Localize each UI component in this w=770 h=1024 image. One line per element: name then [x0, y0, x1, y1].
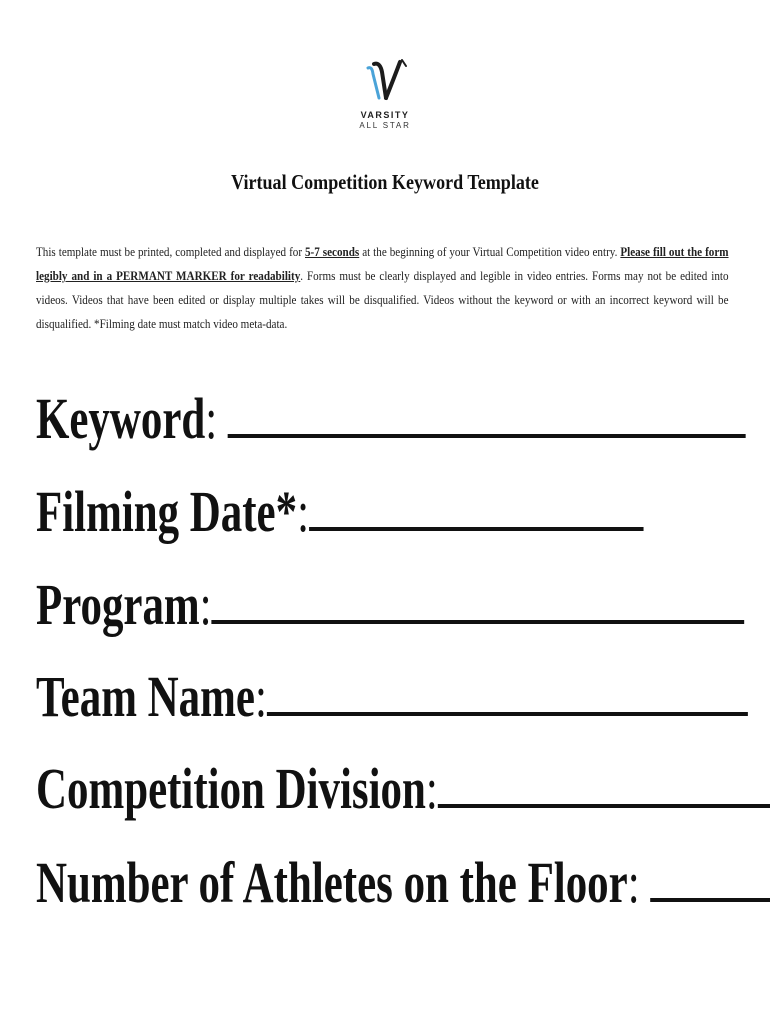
athletes-on-floor-label: Number of Athletes on the Floor	[36, 850, 628, 915]
filming-date-label: Filming Date*	[36, 479, 298, 544]
instructions-text-2: at the beginning of your Virtual Competition video entry.	[359, 244, 621, 259]
program-label: Program	[36, 572, 200, 637]
program-field: Program:	[36, 574, 744, 636]
filming-date-field: Filming Date*:	[36, 481, 643, 543]
instructions-paragraph	[36, 240, 729, 336]
filming-date-blank-line	[309, 483, 643, 531]
keyword-field: Keyword:	[36, 388, 746, 450]
athletes-on-floor-blank-line	[650, 854, 770, 902]
logo-wordmark: VARSITY	[360, 110, 410, 120]
keyword-blank-line	[228, 390, 746, 438]
keyword-label: Keyword	[36, 386, 206, 451]
competition-division-blank-line	[438, 760, 770, 808]
program-blank-line	[212, 576, 745, 624]
instructions-text-3: . Forms must be clearly displayed and legible in video entries. Forms may not be edited into videos. Videos that have been edited or display multiple takes will be disqualified. Videos without the keyword or with an incorrect keyword will be disqualified. *Filming date must match video meta-data.	[36, 268, 729, 331]
page-title: Virtual Competition Keyword Template	[231, 170, 539, 194]
athletes-on-floor-field: Number of Athletes on the Floor:	[36, 852, 770, 914]
competition-division-field: Competition Division:	[36, 758, 770, 820]
logo-subtitle: ALL STAR	[359, 121, 411, 130]
team-name-field: Team Name:	[36, 666, 748, 728]
varsity-v-logo-icon	[360, 58, 410, 104]
instructions-marker-note: Please fill out the form legibly and in a PERMANT MARKER for readability	[36, 244, 729, 283]
varsity-all-star-logo	[355, 58, 415, 131]
team-name-blank-line	[267, 668, 748, 716]
competition-division-label: Competition Division	[36, 756, 426, 821]
instructions-text-1: This template must be printed, completed and displayed for	[36, 244, 306, 259]
team-name-label: Team Name	[36, 664, 255, 729]
instructions-duration: 5-7 seconds	[305, 244, 360, 259]
